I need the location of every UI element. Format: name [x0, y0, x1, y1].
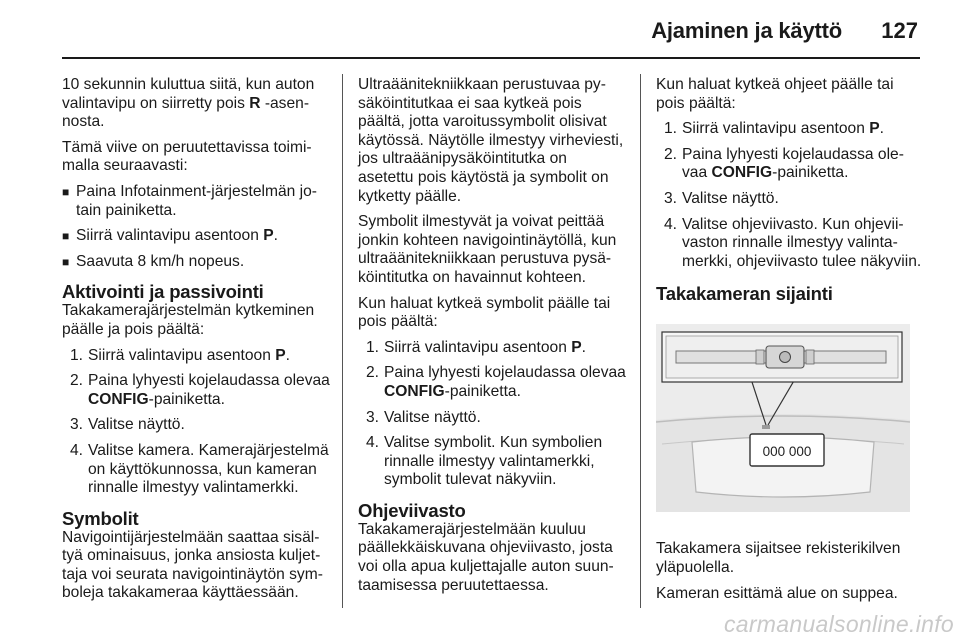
list-item: 3. Valitse näyttö. — [70, 416, 185, 434]
paragraph: Takakamerajärjestelmään kuuluu päällekkäiskuvana ohjeviivasto, josta voi olla apua kuljettajalle auton suuntaamisessa peruutettaessa. — [358, 520, 614, 594]
list-item: ■ Paina Infotainment-järjestelmän jotain painiketta. — [62, 182, 317, 219]
column-2 — [358, 76, 626, 602]
column-divider — [342, 74, 343, 608]
list-item: 3. Valitse näyttö. — [366, 408, 481, 426]
column-3 — [656, 76, 922, 610]
paragraph: 10 sekunnin kuluttua siitä, kun auton valintavipu on siirretty pois R -asennosta. — [62, 76, 315, 131]
plate-text: 000 000 — [762, 444, 812, 460]
list-item: 2. Paina lyhyesti kojelaudassa olevaa CONFIG-painiketta. — [664, 145, 904, 182]
header-rule — [62, 57, 920, 59]
list-item: 3. Valitse näyttö. — [664, 189, 779, 207]
paragraph: Takakamerajärjestelmän kytkeminen päälle ja pois päältä: — [62, 302, 315, 338]
list-item: 4. Valitse kamera. Kamerajärjestelmä on käyttökunnossa, kun kameran rinnalle ilmestyy valintamerkki. — [70, 441, 329, 497]
paragraph: Ultraäänitekniikkaan perustuvaa pysäköintitutkaa ei saa kytkeä pois päältä, jotta varoitussymbolit olisivat käytössä. Näytölle ilmestyy virheviesti, jos ultraäänipysäköintitutka on asetettu pois käytöstä ja symbolit on kytketty päälle. — [358, 76, 624, 205]
heading: Ohjeviivasto — [358, 499, 466, 521]
paragraph: Symbolit ilmestyvät ja voivat peittää jonkin kohteen navigointinäytöllä, kun ultraäänitekniikkaan perustuva pysäköintitutka on havainnut kohteen. — [358, 213, 617, 286]
paragraph: Takakamera sijaitsee rekisterikilven yläpuolella. — [656, 540, 901, 576]
list-item: ■ Siirrä valintavipu asentoon P. — [62, 227, 278, 245]
list-item: 4. Valitse ohjeviivasto. Kun ohjeviivaston rinnalle ilmestyy valintamerkki, ohjeviivasto tulee näkyviin. — [664, 215, 922, 270]
page-number: 127 — [881, 18, 918, 43]
section-title: Ajaminen ja käyttö — [651, 18, 842, 43]
bullet-icon: ■ — [62, 229, 70, 244]
heading: Takakameran sijainti — [656, 283, 833, 305]
bullet-icon: ■ — [62, 254, 70, 269]
paragraph: Kun haluat kytkeä ohjeet päälle tai pois päältä: — [656, 76, 894, 112]
paragraph: Tämä viive on peruutettavissa toimimalla seuraavasti: — [62, 138, 312, 175]
list-item: 2. Paina lyhyesti kojelaudassa olevaa CONFIG-painiketta. — [366, 364, 626, 400]
list-item: ■ Saavuta 8 km/h nopeus. — [62, 252, 245, 270]
paragraph: Navigointijärjestelmään saattaa sisältyä ominaisuus, jonka ansiosta kuljettaja voi seurata navigointinäytön symboleja takakameraa käyttäessään. — [62, 528, 323, 602]
rear-camera-illustration — [656, 324, 910, 512]
list-item: 1. Siirrä valintavipu asentoon P. — [664, 120, 884, 138]
page-header — [0, 0, 960, 60]
column-1 — [62, 76, 330, 610]
list-item: 1. Siirrä valintavipu asentoon P. — [70, 346, 290, 364]
list-item: 1. Siirrä valintavipu asentoon P. — [366, 338, 586, 356]
list-item: 4. Valitse symbolit. Kun symbolien rinnalle ilmestyy valintamerkki, symbolit tulevat näkyviin. — [366, 434, 603, 489]
watermark: carmanualsonline.info — [723, 611, 954, 637]
heading: Aktivointi ja passivointi — [62, 281, 264, 303]
heading: Symbolit — [62, 507, 139, 529]
list-item: 2. Paina lyhyesti kojelaudassa olevaa CONFIG-painiketta. — [70, 372, 330, 408]
paragraph: Kameran esittämä alue on suppea. — [656, 584, 898, 602]
paragraph: Kun haluat kytkeä symbolit päälle tai pois päältä: — [358, 294, 611, 331]
column-divider — [640, 74, 641, 608]
bullet-icon: ■ — [62, 184, 70, 199]
